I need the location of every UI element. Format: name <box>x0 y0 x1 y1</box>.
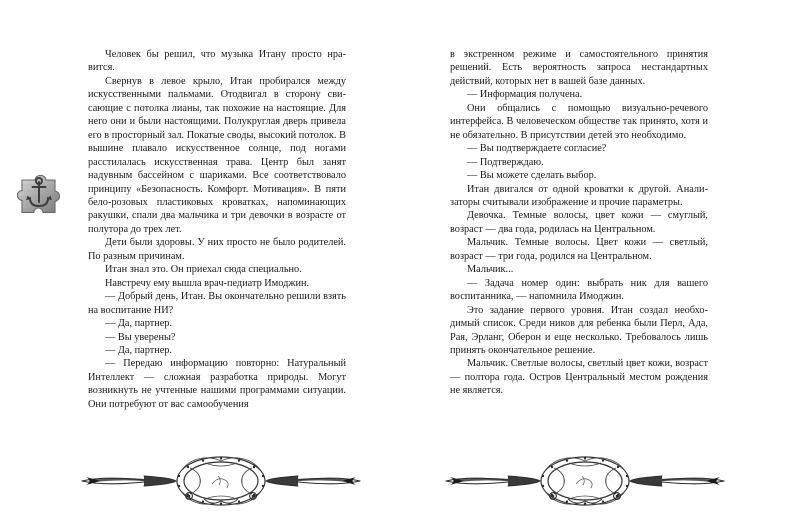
paragraph: Дети были здоровы. У них просто не было родителей. По разным причинам. <box>88 237 346 262</box>
paragraph: — Добрый день, Итан. Вы окончательно решили взять на воспитание НИ? <box>88 291 346 316</box>
paragraph: — Вы подтверждаете согласие? <box>467 143 607 155</box>
winged-wreath-ornament-icon <box>442 454 728 508</box>
paragraph: Итан знал это. Он приехал сюда специально. <box>105 264 302 276</box>
paragraph: Свернув в левое крыло, Итан пробирался между искусственными пальмами. Отодвигал в сторону свисающие с потолка лианы, так похожие на настоящие. Для него они и были настоящими. Полукруглая дверь привела его в просторный зал. Покатые своды, высокий потолок. В вышине плавало искусственное солнце, под ногами расстилалась искусственная трава. Центр был занят надувным бассейном с шариками. Все соответствовало принципу «Безопасность. Комфорт. Мотивация». В пяти бело-розовых пластиковых кроватках, напоминающих ракушки, спали два мальчика и три девочки в возрасте от полутора до трех лет. <box>88 75 346 235</box>
paragraph: — Передаю информацию повторно: Натуральный Интеллект — сложная разработка природы. Могут возникнуть не учтенные нашими программами ситуации. Они потребуют от вас самообучения <box>88 358 346 410</box>
winged-wreath-ornament-icon <box>78 454 364 508</box>
paragraph: Мальчик. Светлые волосы, светлый цвет кожи, возраст — полтора года. Остров Центральный местом рождения не является. <box>450 358 708 397</box>
paragraph: — Информация получена. <box>467 89 583 101</box>
paragraph: Девочка. Темные волосы, цвет кожи — смуглый, возраст — два года, родилась на Центральном. <box>450 210 708 235</box>
paragraph: Мальчик. Темные волосы. Цвет кожи — светлый, возраст — три года, родился на Центральном. <box>450 237 708 262</box>
paragraph: — Подтверждаю. <box>467 156 544 168</box>
paragraph: Это задание первого уровня. Итан создал необходимый список. Среди ников для ребенка были Перл, Ада, Рая, Эрланг, Оберон и еще несколько. Требовалось лишь принять окончательное решение. <box>450 304 708 356</box>
right-page <box>400 0 800 530</box>
paragraph: — Задача номер один: выбрать ник для вашего воспитанника, — напомнила Имоджин. <box>450 277 708 303</box>
anchor-puzzle-piece-icon <box>17 171 61 217</box>
paragraph: Человек бы решил, что музыка Итану просто нравится. <box>88 49 346 74</box>
paragraph: Итан двигался от одной кроватки к другой. Анализаторы считывали изображение и прочие параметры. <box>450 183 708 208</box>
paragraph: Они общались с помощью визуально-речевого интерфейса. В человеческом обществе так принято, хотя и не обязательно. В присутствии детей это необходимо. <box>450 102 708 141</box>
paragraph: в экстренном режиме и самостоятельного принятия решений. Есть вероятность запроса нестандартных действий, которых нет в вашей базе данных. <box>450 49 708 87</box>
paragraph: — Вы можете сделать выбор. <box>467 170 597 182</box>
paragraph: — Да, партнер. <box>105 344 173 356</box>
paragraph: — Да, партнер. <box>105 318 173 330</box>
left-page-text <box>88 48 346 411</box>
paragraph: Навстречу ему вышла врач-педиатр Имоджин. <box>105 277 310 289</box>
paragraph: — Вы уверены? <box>105 331 176 343</box>
right-page-text <box>450 48 708 398</box>
paragraph: Мальчик... <box>467 264 514 276</box>
